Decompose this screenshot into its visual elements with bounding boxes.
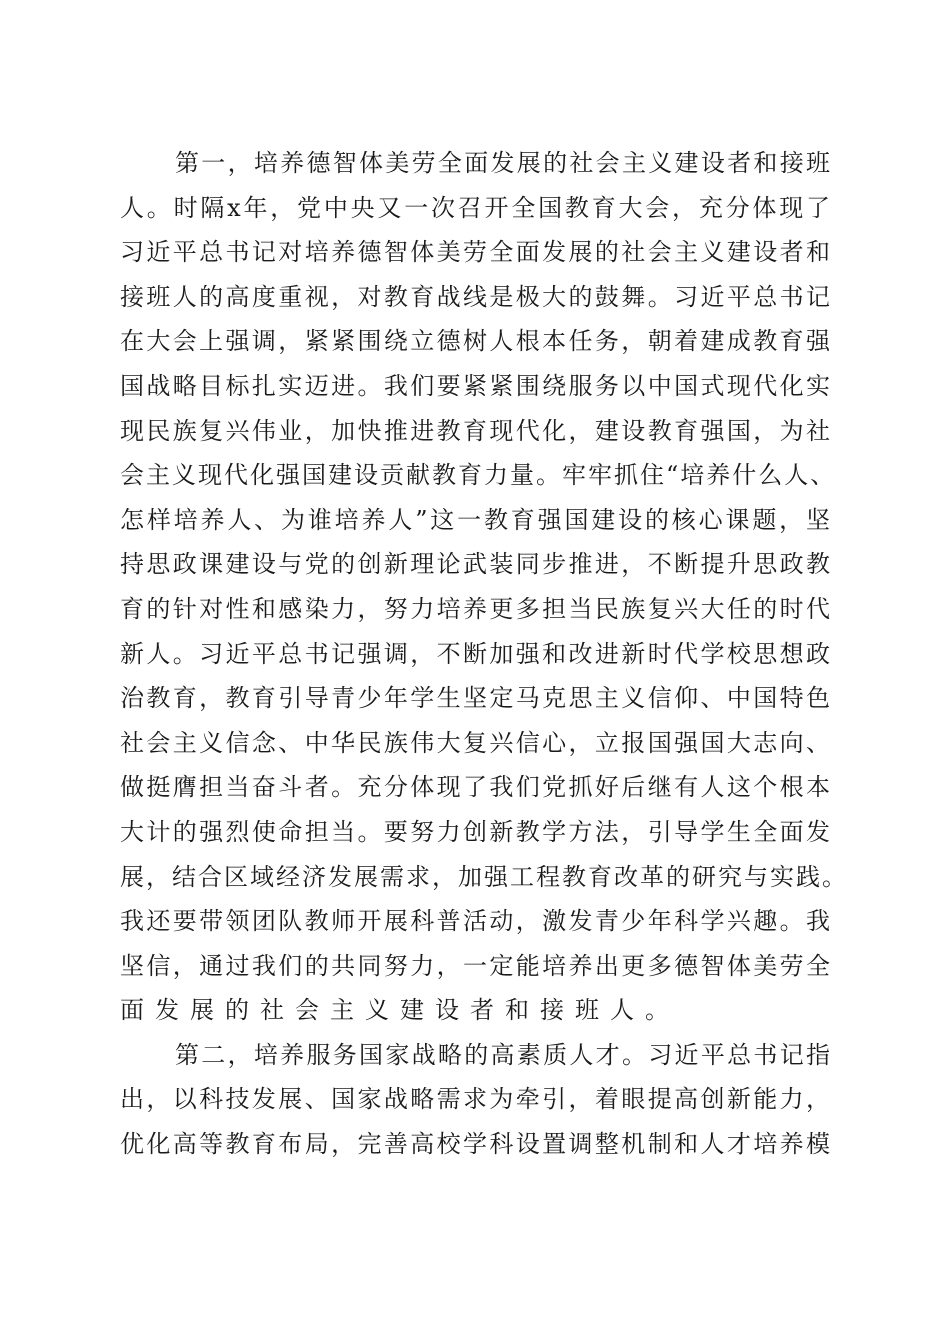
paragraph-line: 我还要带领团队教师开展科普活动，激发青少年科学兴趣。我 bbox=[120, 907, 832, 936]
paragraph-line: 第一，培养德智体美劳全面发展的社会主义建设者和接班 bbox=[175, 149, 832, 177]
paragraph-line: 坚信，通过我们的共同努力，一定能培养出更多德智体美劳全 bbox=[120, 951, 832, 980]
paragraph-line: 人。时隔x年，党中央又一次召开全国教育大会，充分体现了 bbox=[120, 193, 832, 222]
paragraph-2 bbox=[120, 1033, 832, 1167]
paragraph-line: 怎样培养人、为谁培养人”这一教育强国建设的核心课题，坚 bbox=[120, 505, 832, 534]
paragraph-line: 优化高等教育布局，完善高校学科设置调整机制和人才培养模 bbox=[120, 1130, 832, 1159]
paragraph-line: 大计的强烈使命担当。要努力创新教学方法，引导学生全面发 bbox=[120, 817, 832, 846]
paragraph-line: 习近平总书记对培养德智体美劳全面发展的社会主义建设者和 bbox=[120, 238, 832, 267]
paragraph-line: 国战略目标扎实迈进。我们要紧紧围绕服务以中国式现代化实 bbox=[120, 371, 832, 400]
paragraph-line: 育的针对性和感染力，努力培养更多担当民族复兴大任的时代 bbox=[120, 594, 832, 623]
paragraph-1 bbox=[120, 141, 848, 1033]
paragraph-line: 持思政课建设与党的创新理论武装同步推进，不断提升思政教 bbox=[120, 550, 832, 579]
paragraph-line: 在大会上强调，紧紧围绕立德树人根本任务，朝着建成教育强 bbox=[120, 327, 832, 356]
paragraph-line: 治教育，教育引导青少年学生坚定马克思主义信仰、中国特色 bbox=[120, 684, 832, 713]
paragraph-line: 面发展的社会主义建设者和接班人。 bbox=[120, 996, 680, 1025]
paragraph-line: 现民族复兴伟业，加快推进教育现代化，建设教育强国，为社 bbox=[120, 416, 832, 445]
document-page bbox=[120, 141, 848, 1167]
paragraph-line: 出，以科技发展、国家战略需求为牵引，着眼提高创新能力， bbox=[120, 1085, 832, 1114]
paragraph-line: 第二，培养服务国家战略的高素质人才。习近平总书记指 bbox=[175, 1040, 832, 1069]
paragraph-line: 社会主义信念、中华民族伟大复兴信心，立报国强国大志向、 bbox=[120, 728, 832, 757]
paragraph-line: 会主义现代化强国建设贡献教育力量。牢牢抓住“培养什么人、 bbox=[120, 461, 837, 490]
paragraph-line: 做挺膺担当奋斗者。充分体现了我们党抓好后继有人这个根本 bbox=[120, 773, 832, 802]
paragraph-line: 接班人的高度重视，对教育战线是极大的鼓舞。习近平总书记 bbox=[120, 282, 832, 311]
paragraph-line: 新人。习近平总书记强调，不断加强和改进新时代学校思想政 bbox=[120, 639, 832, 668]
paragraph-line: 展，结合区域经济发展需求，加强工程教育改革的研究与实践。 bbox=[120, 862, 848, 891]
